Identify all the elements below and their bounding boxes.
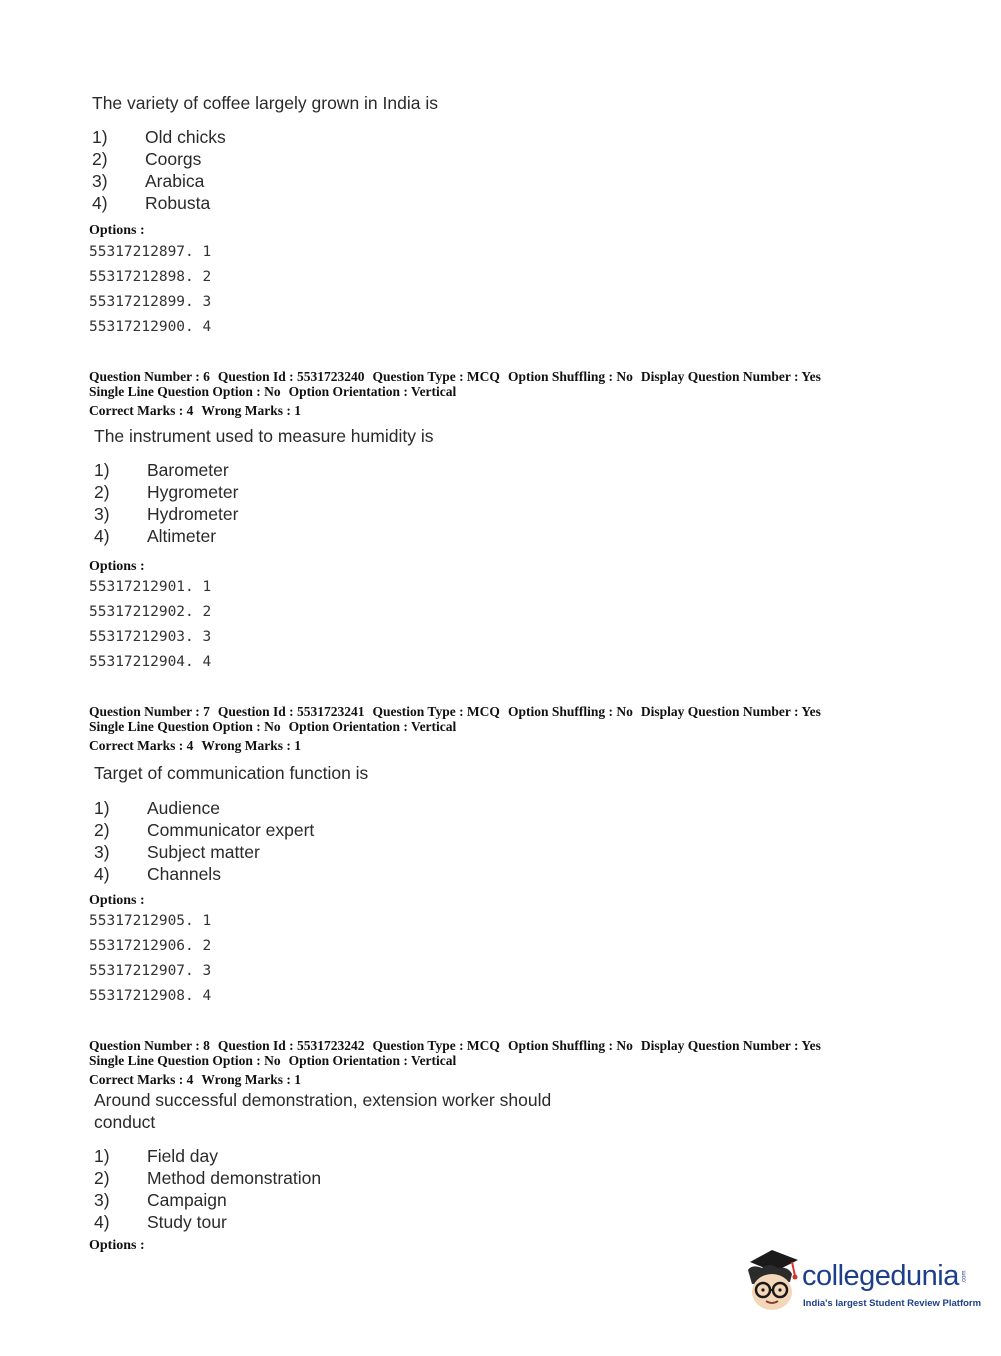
choice-number: 2) bbox=[94, 1168, 110, 1188]
choice-text: Study tour bbox=[147, 1212, 227, 1232]
option-shuffling: Option Shuffling : No bbox=[507, 1038, 633, 1053]
wrong-marks: Wrong Marks : 1 bbox=[201, 403, 301, 418]
choice-number: 2) bbox=[94, 482, 110, 502]
question-number: Question Number : 8 bbox=[89, 1038, 210, 1053]
choice-text: Barometer bbox=[147, 460, 229, 480]
question-6-meta-line-1 bbox=[89, 369, 821, 384]
choice-text: Robusta bbox=[145, 193, 211, 213]
question-7-meta-line-2 bbox=[89, 719, 456, 734]
mascot-icon bbox=[742, 1248, 804, 1318]
option-code: 55317212898. 2 bbox=[89, 269, 212, 285]
choice-text: Communicator expert bbox=[147, 820, 315, 840]
option-code: 55317212905. 1 bbox=[89, 913, 212, 929]
question-7-marks bbox=[89, 738, 301, 753]
option-orientation: Option Orientation : Vertical bbox=[288, 1053, 457, 1068]
option-code: 55317212904. 4 bbox=[89, 654, 212, 670]
choice-text: Arabica bbox=[145, 171, 205, 191]
correct-marks: Correct Marks : 4 bbox=[89, 403, 194, 418]
question-type: Question Type : MCQ bbox=[372, 369, 500, 384]
single-line-option: Single Line Question Option : No bbox=[89, 1053, 281, 1068]
choice-text: Coorgs bbox=[145, 149, 202, 169]
option-code: 55317212903. 3 bbox=[89, 629, 212, 645]
question-8-marks bbox=[89, 1072, 301, 1087]
question-id: Question Id : 5531723241 bbox=[217, 704, 365, 719]
choice-text: Field day bbox=[147, 1146, 219, 1166]
correct-marks: Correct Marks : 4 bbox=[89, 738, 194, 753]
options-label: Options : bbox=[89, 223, 145, 238]
logo-wordmark: collegedunia bbox=[802, 1260, 959, 1292]
collegedunia-logo[interactable] bbox=[742, 1248, 982, 1318]
wrong-marks: Wrong Marks : 1 bbox=[201, 1072, 301, 1087]
display-question-number: Display Question Number : Yes bbox=[640, 1038, 821, 1053]
choice-number: 1) bbox=[94, 1146, 110, 1166]
question-id: Question Id : 5531723240 bbox=[217, 369, 365, 384]
choice-text: Altimeter bbox=[147, 526, 217, 546]
correct-marks: Correct Marks : 4 bbox=[89, 1072, 194, 1087]
choice-text: Channels bbox=[147, 864, 221, 884]
choice-text: Subject matter bbox=[147, 842, 260, 862]
choice-number: 1) bbox=[94, 460, 110, 480]
choice-text: Method demonstration bbox=[147, 1168, 322, 1188]
single-line-option: Single Line Question Option : No bbox=[89, 384, 281, 399]
question-6-marks bbox=[89, 403, 301, 418]
question-7-meta-line-1 bbox=[89, 704, 821, 719]
display-question-number: Display Question Number : Yes bbox=[640, 704, 821, 719]
choice-number: 1) bbox=[92, 127, 108, 147]
option-code: 55317212908. 4 bbox=[89, 988, 212, 1004]
choice-text: Hydrometer bbox=[147, 504, 239, 524]
question-8-meta-line-1 bbox=[89, 1038, 821, 1053]
option-shuffling: Option Shuffling : No bbox=[507, 369, 633, 384]
option-codes bbox=[89, 240, 211, 340]
choice-text: Old chicks bbox=[145, 127, 226, 147]
choice-number: 1) bbox=[94, 798, 110, 818]
question-id: Question Id : 5531723242 bbox=[217, 1038, 365, 1053]
choice-number: 4) bbox=[94, 526, 110, 546]
choice-text: Hygrometer bbox=[147, 482, 239, 502]
option-code: 55317212907. 3 bbox=[89, 963, 212, 979]
choice-number: 3) bbox=[92, 171, 108, 191]
choice-number: 3) bbox=[94, 842, 110, 862]
option-shuffling: Option Shuffling : No bbox=[507, 704, 633, 719]
question-7-text: Target of communication function is bbox=[94, 763, 369, 783]
option-code: 55317212897. 1 bbox=[89, 244, 212, 260]
choice-text: Audience bbox=[147, 798, 220, 818]
option-code: 55317212899. 3 bbox=[89, 294, 212, 310]
choice-number: 3) bbox=[94, 504, 110, 524]
options-label: Options : bbox=[89, 559, 145, 574]
question-8-text-line-1: Around successful demonstration, extension worker should bbox=[94, 1090, 552, 1110]
logo-suffix: .com bbox=[961, 1270, 968, 1284]
option-codes bbox=[89, 909, 211, 1009]
question-number: Question Number : 7 bbox=[89, 704, 210, 719]
question-5-text: The variety of coffee largely grown in India is bbox=[92, 93, 438, 113]
display-question-number: Display Question Number : Yes bbox=[640, 369, 821, 384]
question-type: Question Type : MCQ bbox=[372, 1038, 500, 1053]
wrong-marks: Wrong Marks : 1 bbox=[201, 738, 301, 753]
question-8-text-line-2: conduct bbox=[94, 1112, 156, 1132]
choice-number: 3) bbox=[94, 1190, 110, 1210]
option-code: 55317212900. 4 bbox=[89, 319, 212, 335]
option-codes bbox=[89, 575, 211, 675]
single-line-option: Single Line Question Option : No bbox=[89, 719, 281, 734]
option-orientation: Option Orientation : Vertical bbox=[288, 719, 457, 734]
options-label: Options : bbox=[89, 1238, 145, 1253]
choice-number: 2) bbox=[92, 149, 108, 169]
choice-number: 2) bbox=[94, 820, 110, 840]
option-code: 55317212902. 2 bbox=[89, 604, 212, 620]
choice-number: 4) bbox=[94, 864, 110, 884]
question-6-meta-line-2 bbox=[89, 384, 456, 399]
option-code: 55317212901. 1 bbox=[89, 579, 212, 595]
option-code: 55317212906. 2 bbox=[89, 938, 212, 954]
options-label: Options : bbox=[89, 893, 145, 908]
question-6-text: The instrument used to measure humidity is bbox=[94, 426, 434, 446]
question-type: Question Type : MCQ bbox=[372, 704, 500, 719]
question-8-meta-line-2 bbox=[89, 1053, 456, 1068]
choice-number: 4) bbox=[94, 1212, 110, 1232]
question-number: Question Number : 6 bbox=[89, 369, 210, 384]
choice-number: 4) bbox=[92, 193, 108, 213]
choice-text: Campaign bbox=[147, 1190, 227, 1210]
option-orientation: Option Orientation : Vertical bbox=[288, 384, 457, 399]
logo-tagline: India's largest Student Review Platform bbox=[803, 1298, 982, 1309]
